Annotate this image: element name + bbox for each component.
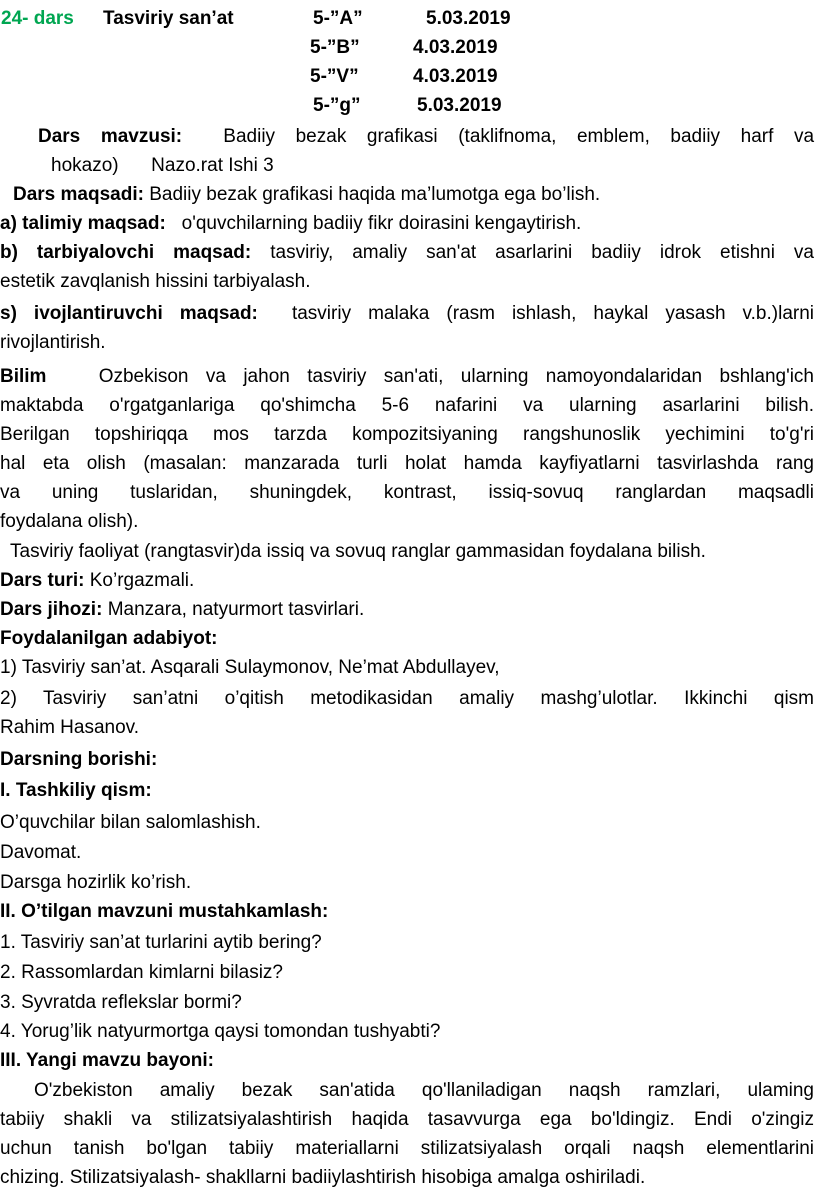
topic-note: Nazo.rat Ishi 3 <box>151 155 274 176</box>
list-item: Davomat. <box>0 842 82 863</box>
class-date: 4.03.2019 <box>413 37 498 58</box>
goal-b-line <box>0 238 814 267</box>
topic-line-2 <box>51 151 811 180</box>
class-label: 5-”V” <box>310 66 359 87</box>
goal-line <box>13 180 813 209</box>
goal-b-line-2: estetik zavqlanish hissini tarbiyalash. <box>0 271 311 292</box>
part3-heading: III. Yangi mavzu bayoni: <box>0 1050 214 1071</box>
part1-heading: I. Tashkiliy qism: <box>0 780 152 801</box>
list-item: 3. Syvratda reflekslar bormi? <box>0 992 242 1013</box>
topic-label: Dars mavzusi: <box>38 126 183 147</box>
list-item: O’quvchilar bilan salomlashish. <box>0 812 261 833</box>
lesson-type-line <box>0 566 816 595</box>
class-date: 4.03.2019 <box>413 66 498 87</box>
goal-a-label: a) talimiy maqsad: <box>0 213 166 234</box>
bilim-text: Ozbekison va jahon tasviriy san'ati, ularning namoyondalaridan bshlang'ich <box>98 366 815 387</box>
equipment-line <box>0 595 816 624</box>
part3-line-4: chizing. Stilizatsiyalash- shakllarni badiiylashtirish hisobiga amalga oshiriladi. <box>0 1167 646 1188</box>
literature-item-1: 1) Tasviriy san’at. Asqarali Sulaymonov, Ne’mat Abdullayev, <box>0 657 500 678</box>
bilim-line-3: Berilgan topshiriqqa mos tarzda kompozitsiyaning rangshunoslik yechimini to'g'ri <box>0 424 814 445</box>
topic-text-2: hokazo) <box>51 155 119 176</box>
list-item: 1. Tasviriy san’at turlarini aytib bering? <box>0 932 322 953</box>
part3-line-3: uchun tanish bo'lgan tabiiy materiallarni stilizatsiyalash orqali naqsh elementlarini <box>0 1138 814 1159</box>
goal-s-label: s) ivojlantiruvchi maqsad: <box>0 303 258 324</box>
list-item: 2. Rassomlardan kimlarni bilasiz? <box>0 962 283 983</box>
literature-item-2: 2) Tasviriy san’atni o’qitish metodikasidan amaliy mashg’ulotlar. Ikkinchi qism <box>0 688 814 709</box>
goal-a-text: o'quvchilarning badiiy fikr doirasini kengaytirish. <box>181 213 582 234</box>
class-label: 5-”g” <box>313 95 361 116</box>
goal-s-line-2: rivojlantirish. <box>0 332 106 353</box>
bilim-line-5: va uning tuslaridan, shuningdek, kontrast, issiq-sovuq ranglardan maqsadli <box>0 482 814 503</box>
goal-text: Badiiy bezak grafikasi haqida ma’lumotga ega bo’lish. <box>149 184 601 205</box>
literature-label: Foydalanilgan adabiyot: <box>0 628 218 649</box>
activity-line: Tasviriy faoliyat (rangtasvir)da issiq va sovuq ranglar gammasidan foydalana bilish. <box>10 541 706 562</box>
goal-b-label: b) tarbiyalovchi maqsad: <box>0 242 252 263</box>
goal-s-line <box>0 299 814 328</box>
goal-label: Dars maqsadi: <box>13 184 144 205</box>
topic-text: Badiiy bezak grafikasi (taklifnoma, emblem, badiiy harf va <box>223 126 815 147</box>
bilim-line-6: foydalana olish). <box>0 511 139 532</box>
part2-heading: II. O’tilgan mavzuni mustahkamlash: <box>0 901 329 922</box>
topic-line <box>38 122 814 151</box>
class-label: 5-”B” <box>310 37 360 58</box>
goal-s-text: tasviriy malaka (rasm ishlash, haykal yasash v.b.)larni <box>291 303 814 324</box>
bilim-line-1 <box>0 362 814 391</box>
class-label: 5-”A” <box>313 8 363 29</box>
literature-item-2-cont: Rahim Hasanov. <box>0 717 140 738</box>
part3-line-2: tabiiy shakli va stilizatsiyalashtirish haqida tasavvurga ega bo'ldingiz. Endi o'zingiz <box>0 1109 814 1130</box>
equipment-label: Dars jihozi: <box>0 599 103 620</box>
lesson-type-text: Ko’rgazmali. <box>89 570 195 591</box>
goal-a-line <box>0 209 816 238</box>
part3-line-1: O'zbekiston amaliy bezak san'atida qo'llaniladigan naqsh ramzlari, ulaming <box>34 1080 814 1101</box>
bilim-label: Bilim <box>0 366 47 387</box>
class-date: 5.03.2019 <box>417 95 502 116</box>
bilim-line-4: hal eta olish (masalan: manzarada turli holat hamda kayfiyatlarni tasvirlashda rang <box>0 453 814 474</box>
goal-b-text: tasviriy, amaliy san'at asarlarini badiiy idrok etishni va <box>270 242 814 263</box>
class-date: 5.03.2019 <box>426 8 511 29</box>
course-heading: Darsning borishi: <box>0 749 158 770</box>
lesson-type-label: Dars turi: <box>0 570 85 591</box>
equipment-text: Manzara, natyurmort tasvirlari. <box>107 599 365 620</box>
lesson-number: 24- dars <box>1 8 74 29</box>
list-item: 4. Yorug’lik natyurmortga qaysi tomondan tushyabti? <box>0 1021 441 1042</box>
list-item: Darsga hozirlik ko’rish. <box>0 872 192 893</box>
bilim-line-2: maktabda o'rgatganlariga qo'shimcha 5-6 nafarini va ularning asarlarini bilish. <box>0 395 814 416</box>
subject-title: Tasviriy san’at <box>103 8 234 29</box>
